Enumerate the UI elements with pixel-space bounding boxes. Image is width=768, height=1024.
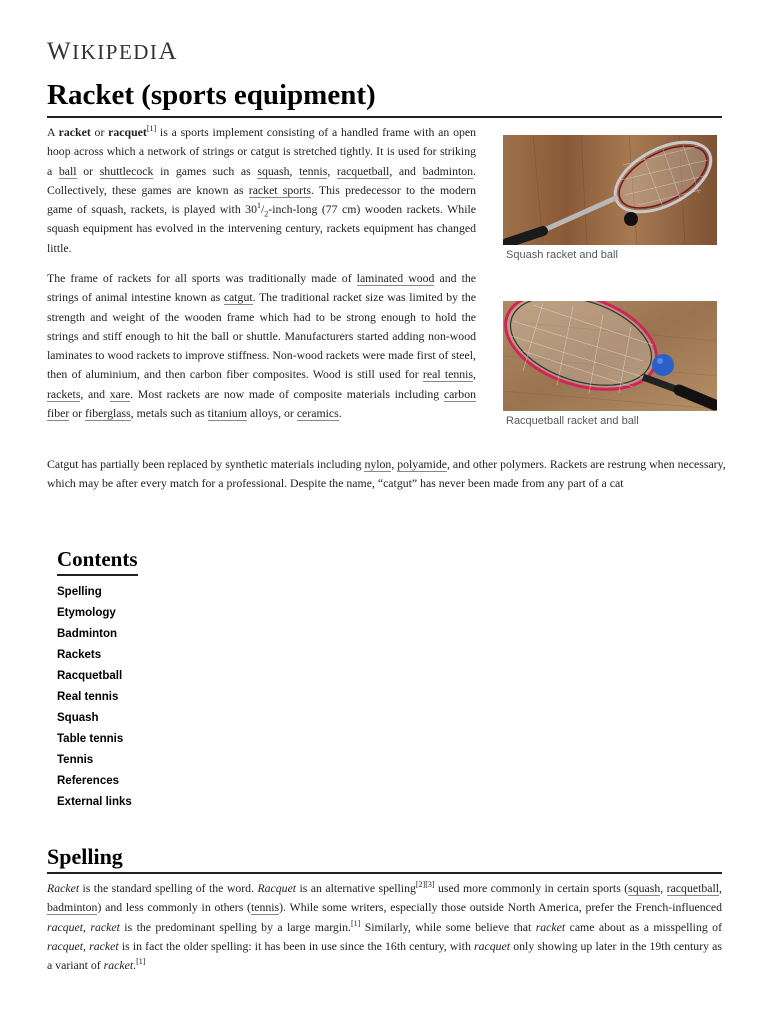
toc-item-racquetball[interactable]: Racquetball <box>57 670 123 682</box>
toc-item-badminton[interactable]: Badminton <box>57 628 118 640</box>
toc-list <box>57 582 257 813</box>
link-shuttlecock[interactable]: shuttlecock <box>99 163 154 178</box>
toc-item-tennis[interactable]: Tennis <box>57 754 94 766</box>
squash-caption: Squash racket and ball <box>506 249 618 261</box>
link-laminated-wood[interactable]: laminated wood <box>356 271 435 285</box>
citation-ref[interactable]: [2][3] <box>415 880 435 890</box>
squash-racket-image[interactable] <box>503 135 717 245</box>
link-rackets[interactable]: rackets <box>47 386 81 401</box>
link-catgut[interactable]: catgut <box>223 290 253 305</box>
toc-item-references[interactable]: References <box>57 775 120 787</box>
spelling-paragraph: Racket is the standard spelling of the word. Racquet is an alternative spelling[2][3] used more commonly in certain sports (squash, racquetball, badminton) and less commonly in others (tennis). While some writers, especially those outside North America, prefer the French-influenced racquet, racket is the predominant spelling by a large margin.[1] Similarly, while some believe that racket came about as a misspelling of racquet, racket is in fact the older spelling: it has been in use since the 16th century, with racquet only showing up later in the 19th century as a variant of racket.[1] <box>47 880 723 973</box>
table-of-contents <box>57 545 257 813</box>
link-real-tennis[interactable]: real tennis <box>422 367 474 382</box>
racquetball-caption: Racquetball racket and ball <box>506 415 639 427</box>
toc-item-real-tennis[interactable]: Real tennis <box>57 691 119 703</box>
toc-item-etymology[interactable]: Etymology <box>57 607 116 619</box>
toc-item-squash[interactable]: Squash <box>57 712 99 724</box>
toc-item-table-tennis[interactable]: Table tennis <box>57 733 124 745</box>
paragraph-frame: The frame of rackets for all sports was traditionally made of laminated wood and the strings of animal intestine known as catgut. The traditional racket size was limited by the strength and weight of the wooden frame which had to be strong enough to hold the strings and stiff enough to hit the ball or shuttle. Manufacturers started adding non-wood laminates to wood rackets to improve stiffness. Non-wood rackets were made first of steel, then of aluminium, and then carbon fiber composites. Wood is still used for real tennis, rackets, and xare. Most rackets are now made of composite materials including carbon fiber or fiberglass, metals such as titanium alloys, or ceramics. <box>47 271 476 421</box>
racquetball-racket-image[interactable] <box>503 301 717 411</box>
link-racquetball-2[interactable]: racquetball <box>666 881 720 895</box>
toc-item-spelling[interactable]: Spelling <box>57 586 102 598</box>
link-titanium[interactable]: titanium <box>207 406 247 421</box>
intro-paragraph: A racket or racquet[1] is a sports implement consisting of a handled frame with an open hoop across which a network of strings or catgut is stretched tightly. It is used for striking a ball or shuttlecock in games such as squash, tennis, racquetball, and badminton. Collectively, these games are known as racket sports. This predecessor to the modern game of squash, rackets, is played with $30^1/_2-inch$-long (77 cm) wooden rackets. While squash equipment has evolved in the intervening century, rackets equipment has changed little. <box>47 124 476 255</box>
link-badminton-2[interactable]: badminton <box>47 900 98 915</box>
link-ball[interactable]: ball <box>58 163 77 178</box>
link-nylon[interactable]: nylon <box>364 457 392 471</box>
link-ceramics[interactable]: ceramics <box>296 406 339 421</box>
paragraph-catgut: Catgut has partially been replaced by synthetic materials including nylon, polyamide, and other polymers. Rackets are restrung when necessary, which may be after every match for a professional. Despite the name, “catgut” has never been made from any part of a cat <box>47 457 726 491</box>
citation-ref[interactable]: [1] <box>350 918 361 928</box>
wikipedia-wordmark[interactable]: WIKIPEDIA <box>47 38 178 65</box>
link-racquetball[interactable]: racquetball <box>336 163 390 178</box>
link-racket-sports[interactable]: racket sports <box>248 182 311 197</box>
link-xare[interactable]: xare <box>109 386 131 401</box>
link-fiberglass[interactable]: fiberglass <box>85 406 131 421</box>
figure-squash <box>503 135 717 261</box>
toc-item-rackets[interactable]: Rackets <box>57 649 102 661</box>
link-squash-2[interactable]: squash <box>628 881 661 895</box>
link-tennis-2[interactable]: tennis <box>250 900 280 915</box>
toc-item-external-links[interactable]: External links <box>57 796 132 808</box>
figure-racquetball <box>503 301 717 427</box>
section-heading-spelling: Spelling <box>47 843 722 874</box>
link-badminton[interactable]: badminton <box>422 163 474 178</box>
page-title: Racket (sports equipment) <box>47 76 722 118</box>
citation-ref[interactable]: [1] <box>146 124 157 134</box>
link-squash[interactable]: squash <box>257 163 290 178</box>
citation-ref[interactable]: [1] <box>136 957 146 967</box>
link-tennis[interactable]: tennis <box>299 163 328 178</box>
link-polyamide[interactable]: polyamide <box>397 457 448 471</box>
link-carbon-fiber[interactable]: carbon fiber <box>47 386 476 421</box>
contents-heading: Contents <box>57 545 138 576</box>
